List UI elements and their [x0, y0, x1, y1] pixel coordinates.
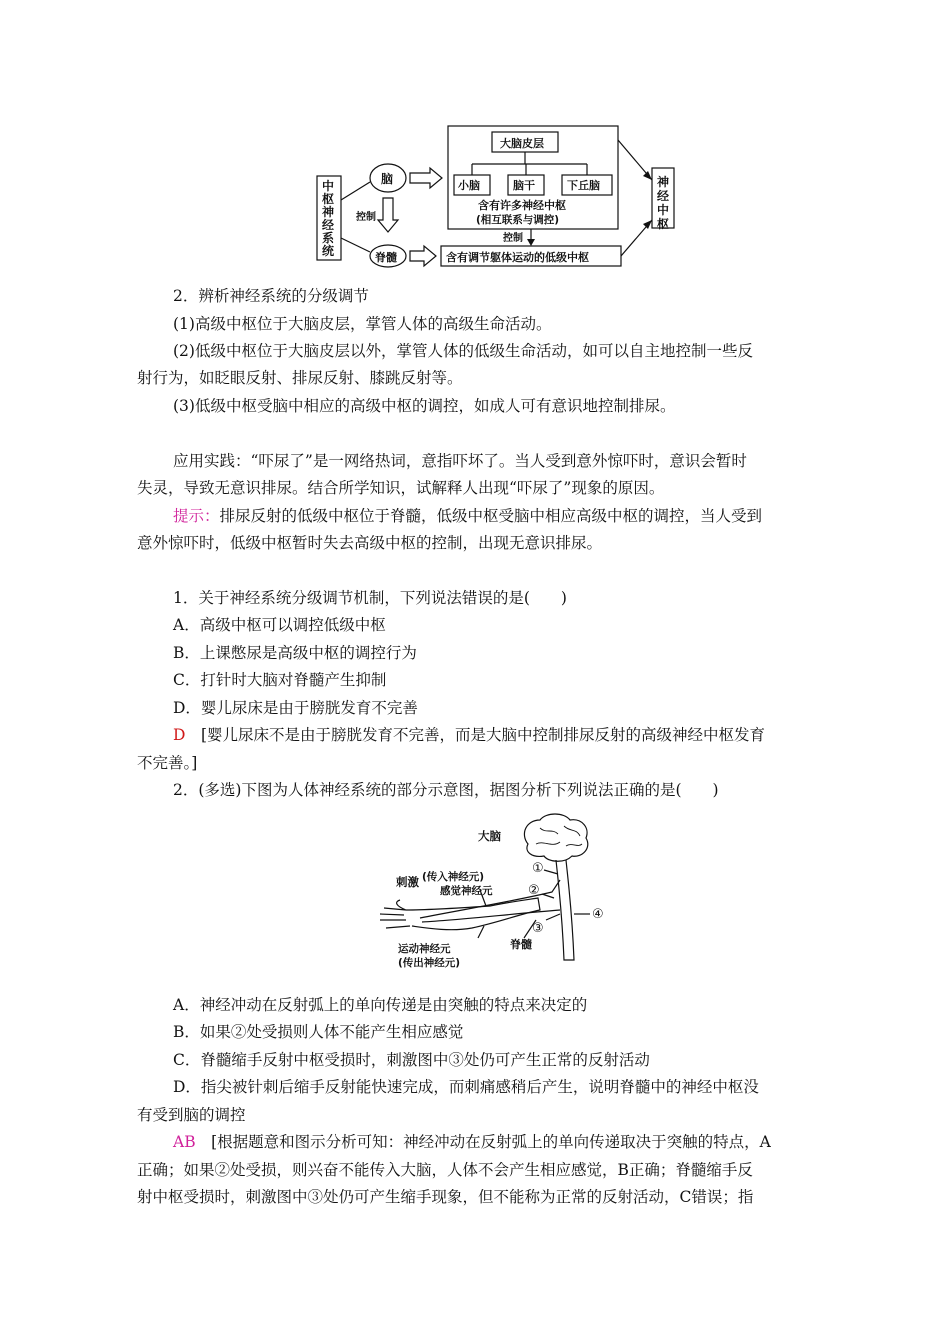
section2-title: 2．辨析神经系统的分级调节 [173, 287, 369, 305]
brain-label: 脑 [381, 172, 394, 186]
fig-num-3: ③ [532, 921, 544, 936]
q1-answer: D [173, 726, 186, 744]
hint-label: 提示： [173, 507, 220, 525]
reflex-arc-diagram [360, 810, 620, 980]
many-centers-label: 含有许多神经中枢 [478, 199, 566, 212]
fig-brain-label: 大脑 [478, 829, 501, 843]
q2-explanation-line2: 正确；如果②处受损，则兴奋不能传入大脑，人体不会产生相应感觉，B正确；脊髓缩手反 [137, 1161, 753, 1179]
q2-option-c: C．脊髓缩手反射中枢受损时，刺激图中③处仍可产生正常的反射活动 [173, 1051, 650, 1069]
brainstem-label: 脑干 [513, 179, 535, 192]
q2-option-d1: D．指尖被针刺后缩手反射能快速完成，而刺痛感稍后产生，说明脊髓中的神经中枢没 [173, 1078, 759, 1096]
cerebellum-label: 小脑 [458, 179, 480, 192]
fig-spinal-label: 脊髓 [510, 938, 532, 951]
brain-shape [524, 814, 587, 861]
cns-label: 中 枢 神 经 系 统 [322, 179, 335, 258]
fig-motor-label: 运动神经元 [398, 943, 451, 955]
control-label-1: 控制 [356, 212, 376, 223]
q1-option-a: A．高级中枢可以调控低级中枢 [173, 616, 386, 634]
q2-explanation-line1 [173, 1132, 817, 1152]
lower-center-label: 含有调节躯体运动的低级中枢 [446, 251, 589, 264]
practice-l2: 失灵，导致无意识排尿。结合所学知识，试解释人出现“吓尿了”现象的原因。 [137, 479, 665, 497]
section2-p2a: (2)低级中枢位于大脑皮层以外，掌管人体的低级生命活动，如可以自主地控制一些反 [173, 342, 753, 360]
q2-option-a: A．神经冲动在反射弧上的单向传递是由突触的特点来决定的 [173, 996, 588, 1014]
hint-text1: 排尿反射的低级中枢位于脊髓，低级中枢受脑中相应高级中枢的调控，当人受到 [219, 507, 763, 525]
spinal-label: 脊髓 [375, 251, 397, 264]
q1-exp1: [婴儿尿床不是由于膀胱发育不完善，而是大脑中控制排尿反射的高级神经中枢发育 [200, 726, 766, 744]
fig-num-2: ② [528, 883, 540, 898]
practice-l1: 应用实践：“吓尿了”是一网络热词，意指吓坏了。当人受到意外惊吓时，意识会暂时 [173, 452, 747, 470]
q1-option-b: B．上课憋尿是高级中枢的调控行为 [173, 644, 417, 662]
fig-sensory-label: 感觉神经元 [440, 885, 493, 897]
nerve-center-label: 神 经 中 枢 [657, 175, 670, 231]
hint-line1 [173, 506, 817, 526]
interact-label: (相互联系与调控) [476, 214, 560, 226]
q2-stem: 2．(多选)下图为人体神经系统的部分示意图，据图分析下列说法正确的是( ) [173, 781, 719, 799]
cns-diagram [300, 120, 690, 270]
hypothalamus-label: 下丘脑 [567, 179, 600, 192]
hint-line2: 意外惊吓时，低级中枢暂时失去高级中枢的控制，出现无意识排尿。 [137, 534, 603, 552]
q1-explanation-line1 [173, 725, 817, 745]
q1-stem: 1．关于神经系统分级调节机制，下列说法错误的是( ) [173, 589, 567, 607]
section2-p2b: 射行为，如眨眼反射、排尿反射、膝跳反射等。 [137, 369, 463, 387]
hand-shape [380, 900, 410, 928]
q2-explanation-line3: 射中枢受损时，刺激图中③处仍可产生缩手现象，但不能称为正常的反射活动，C错误；指 [137, 1188, 754, 1206]
fig-efferent-label: (传出神经元) [398, 957, 461, 969]
q1-option-d: D．婴儿尿床是由于膀胱发育不完善 [173, 699, 418, 717]
q2-exp1: [根据题意和图示分析可知：神经冲动在反射弧上的单向传递取决于突触的特点，A [211, 1133, 771, 1151]
fig-stimulus-label: 刺激 [396, 875, 419, 889]
fig-afferent-label: (传入神经元) [422, 871, 485, 883]
section2-p3: (3)低级中枢受脑中相应的高级中枢的调控，如成人可有意识地控制排尿。 [173, 397, 676, 415]
q1-explanation-line2: 不完善。] [137, 754, 198, 772]
fig-num-4: ④ [592, 907, 604, 922]
q2-option-b: B．如果②处受损则人体不能产生相应感觉 [173, 1023, 464, 1041]
fig-num-1: ① [532, 861, 544, 876]
q1-option-c: C．打针时大脑对脊髓产生抑制 [173, 671, 387, 689]
q2-answer: AB [173, 1133, 196, 1151]
q2-option-d2: 有受到脑的调控 [137, 1106, 246, 1124]
section2-p1: (1)高级中枢位于大脑皮层，掌管人体的高级生命活动。 [173, 315, 552, 333]
cortex-label: 大脑皮层 [500, 137, 544, 150]
control-label-2: 控制 [503, 233, 523, 244]
